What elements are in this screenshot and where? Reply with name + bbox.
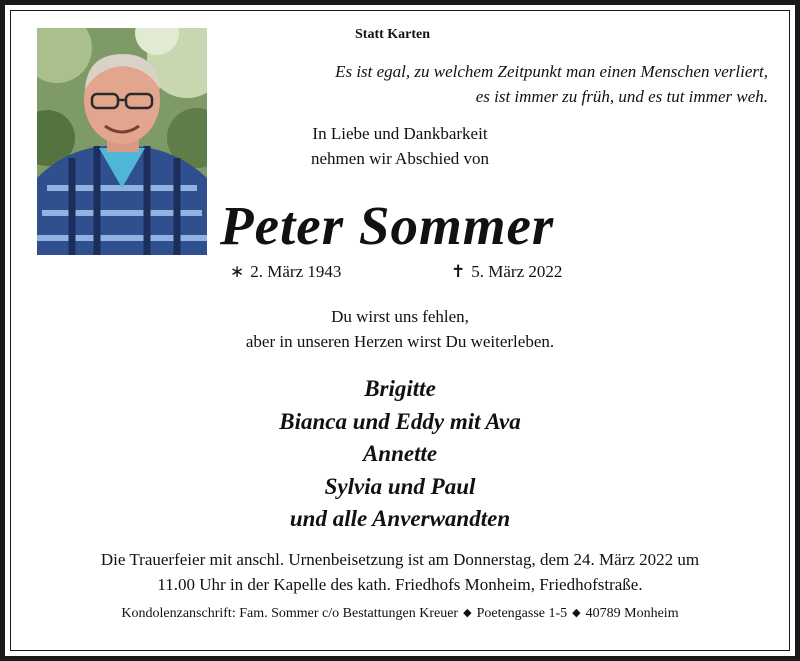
intro-line: In Liebe und Dankbarkeit [312,124,488,143]
mourner-entry: Brigitte [364,376,436,401]
deceased-name: Peter Sommer [220,195,555,256]
intro-text [240,121,560,171]
address-part: Kondolenzanschrift: Fam. Sommer c/o Bestattungen Kreuer [121,606,459,621]
quote-line: Es ist egal, zu welchem Zeitpunkt man einen Menschen verliert, [335,62,768,81]
farewell-text [150,304,650,354]
header-label: Statt Karten [355,27,431,42]
mourner-entry: Sylvia und Paul [324,473,476,499]
death-date-value: 5. März 2022 [471,262,563,281]
asterisk-icon: ∗ [230,262,245,281]
mourners-list [150,373,650,536]
farewell-line: Du wirst uns fehlen, [331,307,469,326]
portrait-photo [37,28,207,255]
mourner-entry: und alle Anverwandten [289,506,511,531]
diamond-separator-icon: ◆ [463,607,472,619]
mourner-entry: Bianca und Eddy mit Ava [279,408,521,434]
quote-line: es ist immer zu früh, und es tut immer weh. [475,87,768,106]
diamond-separator-icon: ◆ [572,607,581,619]
condolence-address [20,606,780,622]
cross-icon: ✝ [451,262,466,281]
deceased-photo [37,28,207,255]
birth-date [230,262,341,282]
funeral-service-info [20,547,780,597]
birth-date-value: 2. März 1943 [250,262,342,281]
farewell-line: aber in unseren Herzen wirst Du weiterleben. [245,332,555,351]
address-part: Poetengasse 1-5 [476,606,568,621]
address-part: 40789 Monheim [585,606,679,621]
memorial-quote [335,59,768,109]
service-line: 11.00 Uhr in der Kapelle des kath. Friedhofs Monheim, Friedhofstraße. [157,575,643,594]
mourner-entry: Annette [362,441,438,466]
intro-line: nehmen wir Abschied von [311,149,489,168]
death-date [451,262,562,282]
service-line: Die Trauerfeier mit anschl. Urnenbeisetzung ist am Donnerstag, dem 24. März 2022 um [100,550,700,569]
